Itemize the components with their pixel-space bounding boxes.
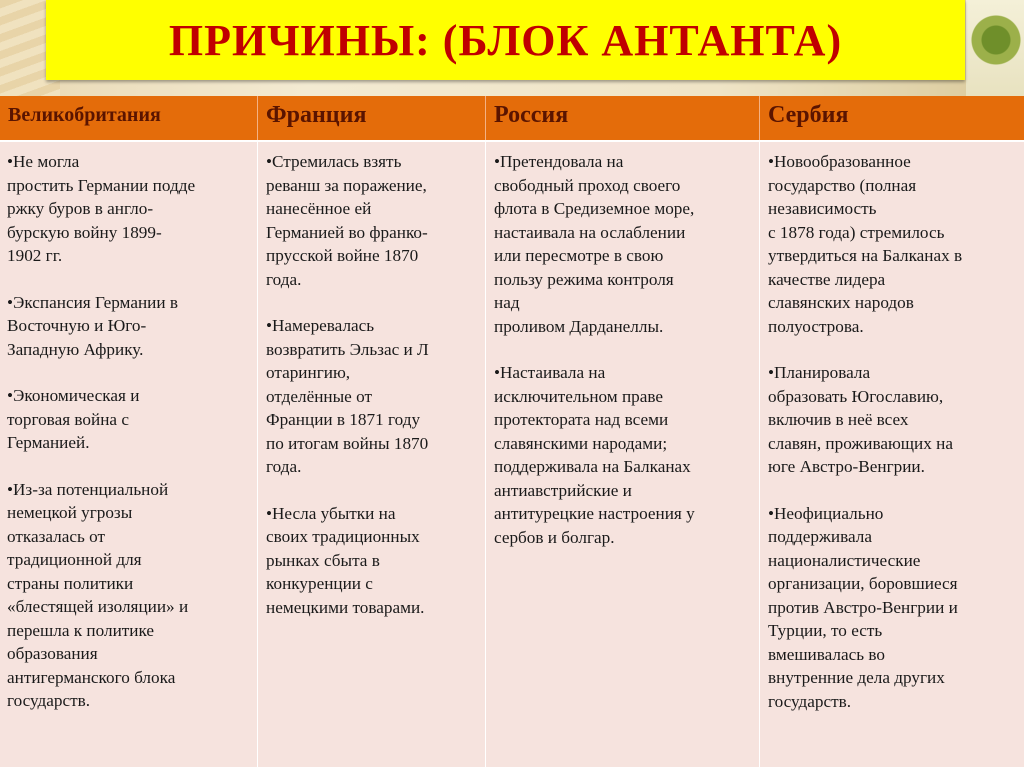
header-serbia: Сербия xyxy=(768,102,849,128)
palm-decoration xyxy=(966,0,1024,96)
table-body-row xyxy=(0,142,1024,767)
list-item: •Экспансия Германии в Восточную и Юго- Западную Африку. xyxy=(7,292,178,359)
list-item: •Экономическая и торговая война с Германией. xyxy=(7,386,140,452)
cell-france xyxy=(258,142,486,767)
list-item: •Планировала образовать Югославию, включив в неё всех славян, проживающих на юге Австро-Венгрии. xyxy=(768,363,953,476)
list-item: •Из-за потенциальной немецкой угрозы отказалась от традиционной для страны политики «блестящей изоляции» и перешла к политике образования антигерманского блока государств. xyxy=(7,479,189,710)
list-item: •Неофициально поддерживала националистические организации, боровшиеся против Австро-Венгрии и Турции, то есть вмешивалась во внутренние дела других государств. xyxy=(768,503,958,711)
cell-russia xyxy=(486,142,760,767)
causes-table xyxy=(0,96,1024,767)
header-france: Франция xyxy=(258,96,486,140)
list-item: •Стремилась взять реванш за поражение, нанесённое ей Германией во франко- прусской войне 1870 года. xyxy=(266,152,428,289)
list-item: •Претендовала на свободный проход своего флота в Средиземное море, настаивала на ослаблении или пересмотре в свою пользу режима контроля над проливом Дарданеллы. xyxy=(494,152,695,336)
list-item: •Несла убытки на своих традиционных рынках сбыта в конкуренции с немецкими товарами. xyxy=(266,503,425,617)
cell-serbia xyxy=(760,142,1024,767)
list-item: •Настаивала на исключительном праве протектората над всеми славянскими народами; поддерживала на Балканах антиавстрийские и антитурецкие настроения у сербов и болгар. xyxy=(494,363,695,547)
list-item: •Намеревалась возвратить Эльзас и Л отарингию, отделённые от Франции в 1871 году по итогам войны 1870 года. xyxy=(266,316,429,476)
title-banner xyxy=(46,0,965,80)
table-header-row xyxy=(0,96,1024,142)
list-item: •Новообразованное государство (полная независимость с 1878 года) стремилось утвердиться на Балканах в качестве лидера славянских народов полуострова. xyxy=(768,152,963,336)
cell-great-britain xyxy=(0,142,258,767)
header-russia: Россия xyxy=(486,96,760,140)
header-great-britain: Великобритания xyxy=(0,96,258,140)
list-item: •Не могла простить Германии подде ржку буров в англо- бурскую войну 1899- 1902 гг. xyxy=(7,152,196,265)
page-title: ПРИЧИНЫ: (БЛОК АНТАНТА) xyxy=(168,15,843,65)
